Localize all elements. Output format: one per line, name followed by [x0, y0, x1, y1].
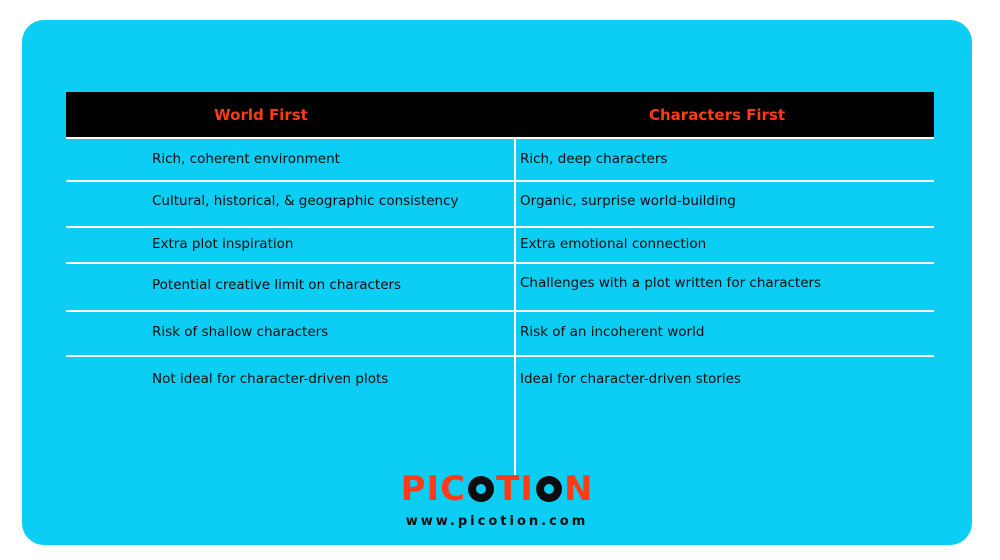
logo-text-part: TI: [496, 469, 534, 509]
characters-first-cell: Risk of an incoherent world: [520, 324, 705, 340]
characters-first-cell: Challenges with a plot written for characters: [520, 275, 822, 291]
world-first-cell: Risk of shallow characters: [152, 324, 329, 340]
comparison-table: [66, 92, 934, 431]
picotion-wordmark: [400, 469, 594, 509]
comparison-card: [22, 20, 972, 545]
table-header: [66, 92, 934, 137]
logo-o-ring-icon: [536, 476, 562, 502]
table-body: [66, 137, 934, 431]
table-row: [66, 262, 934, 310]
characters-first-cell: Ideal for character-driven stories: [520, 371, 741, 387]
website-url: www.picotion.com: [405, 514, 589, 529]
table-row: [66, 310, 934, 355]
column-divider: [514, 137, 516, 477]
header-characters-first: Characters First: [649, 105, 785, 124]
world-first-cell: Potential creative limit on characters: [152, 277, 402, 293]
world-first-cell: Cultural, historical, & geographic consistency: [152, 193, 459, 209]
world-first-cell: Not ideal for character-driven plots: [152, 371, 389, 387]
table-row: [66, 180, 934, 226]
world-first-cell: Extra plot inspiration: [152, 236, 294, 252]
logo-text-part: PIC: [400, 469, 467, 509]
logo-o-ring-icon: [468, 476, 494, 502]
header-world-first: World First: [214, 105, 308, 124]
brand-logo: [22, 469, 972, 529]
characters-first-cell: Extra emotional connection: [520, 236, 707, 252]
characters-first-cell: Organic, surprise world-building: [520, 193, 736, 209]
table-row: [66, 137, 934, 180]
table-row: [66, 355, 934, 431]
world-first-cell: Rich, coherent environment: [152, 151, 340, 167]
logo-text-part: N: [563, 469, 594, 509]
characters-first-cell: Rich, deep characters: [520, 151, 668, 167]
table-row: [66, 226, 934, 262]
